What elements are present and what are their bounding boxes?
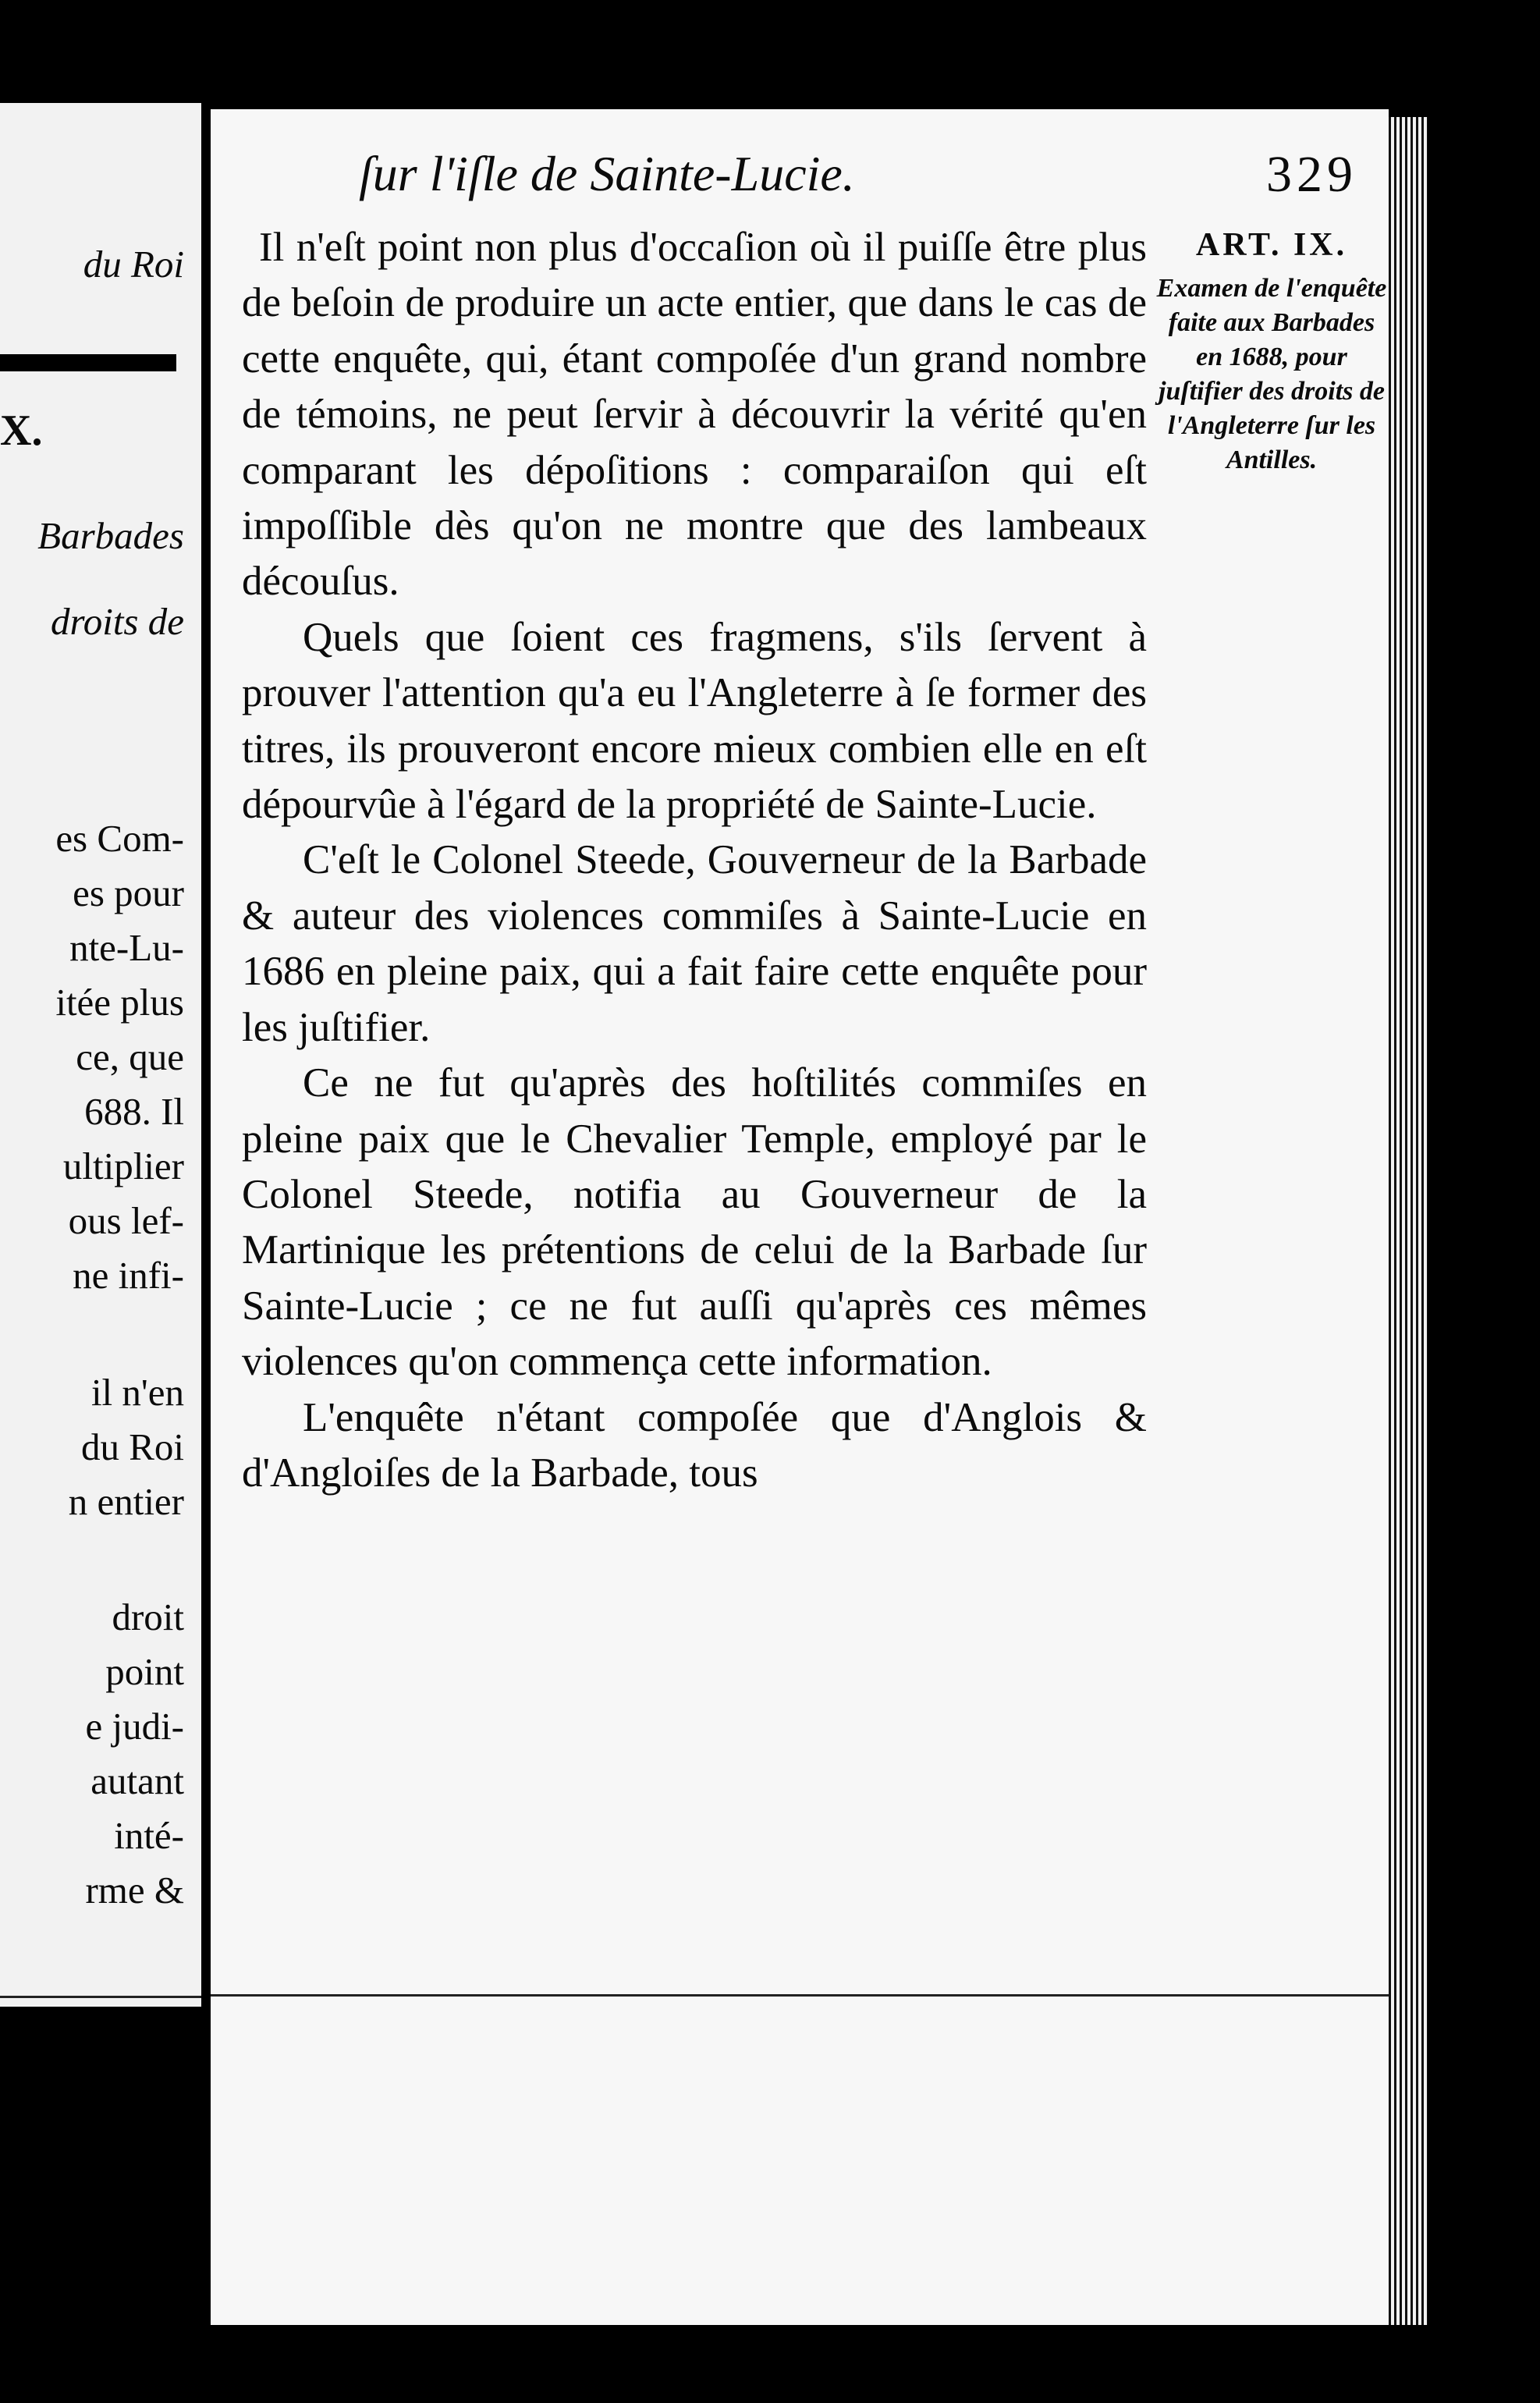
facing-line: es pour: [73, 871, 184, 914]
page-number: 329: [1266, 146, 1357, 203]
facing-line: Barbades: [37, 514, 184, 557]
facing-line: il n'en: [90, 1371, 184, 1414]
page-header: [359, 145, 1357, 215]
side-note-text: Examen de l'enquête faite aux Barbades en 1688, pour juſtifier des droits de l'Angleterre ſur les Antilles.: [1156, 274, 1387, 474]
facing-line: n entier: [68, 1480, 184, 1523]
facing-line: ultiplier: [62, 1145, 184, 1187]
facing-line: e judi-: [85, 1705, 184, 1748]
facing-line: droits de: [50, 600, 184, 643]
paragraph: Il n'eſt point non plus d'occaſion où il puiſſe être plus de beſoin de produire un acte entier, que dans le cas de cette enquête, qui, étant compoſée d'un grand nombre de témoins, ne peut ſervir à découvrir la vérité qu'en comparant les dépoſitions : comparaiſon qui eſt impoſſible dès qu'on ne montre que des lambeaux découſus.: [242, 225, 1147, 605]
facing-line: es Com-: [55, 817, 184, 860]
facing-line: point: [105, 1650, 184, 1693]
facing-line: X.: [0, 406, 43, 455]
facing-line: itée plus: [55, 981, 184, 1024]
facing-line: 688. Il: [84, 1090, 184, 1133]
facing-line: inté-: [114, 1814, 184, 1857]
facing-line: nte-Lu-: [69, 926, 184, 969]
facing-page: [0, 103, 201, 2007]
paragraph: C'eſt le Colonel Steede, Gouverneur de la Barbade & auteur des violences commiſes à Sainte-Lucie en 1686 en pleine paix, qui a fait faire cette enquête pour les juſtifier.: [242, 837, 1147, 1050]
facing-rule: [0, 354, 176, 371]
facing-line: ce, que: [76, 1035, 184, 1078]
facing-line: ous lef-: [68, 1199, 184, 1242]
paragraph: L'enquête n'étant compoſée que d'Anglois & d'Angloiſes de la Barbade, tous: [242, 1394, 1147, 1496]
facing-line: du Roi: [83, 243, 184, 286]
facing-line: du Roi: [80, 1425, 184, 1468]
facing-line: autant: [90, 1759, 184, 1802]
paragraph: Quels que ſoient ces fragmens, s'ils ſervent à prouver l'attention qu'a eu l'Angleterre à ſe former des titres, ils prouveront encore mieux combien elle en eſt dépourvûe à l'égard de la propriété de Sainte-Lucie.: [242, 614, 1147, 828]
facing-bottom-rule: [0, 1996, 201, 1998]
article-label: ART. IX.: [1195, 227, 1348, 263]
marginal-note: [1155, 226, 1389, 477]
paragraph: Ce ne fut qu'après des hoſtilités commiſes en pleine paix que le Chevalier Temple, employé par le Colonel Steede, notifia au Gouverneur de la Martinique les prétentions de celui de la Barbade ſur Sainte-Lucie ; ce ne fut auſſi qu'après ces mêmes violences qu'on commença cette information.: [242, 1060, 1147, 1385]
running-title: ſur l'iſle de Sainte-Lucie.: [359, 146, 855, 201]
book-page: [211, 109, 1389, 2325]
bottom-rule: [211, 1994, 1389, 1997]
facing-line: ne infi-: [73, 1254, 184, 1297]
page-edge: [1389, 117, 1428, 2325]
body-text: [242, 220, 1147, 1501]
facing-line: droit: [112, 1595, 184, 1638]
facing-line: rme &: [85, 1869, 184, 1911]
